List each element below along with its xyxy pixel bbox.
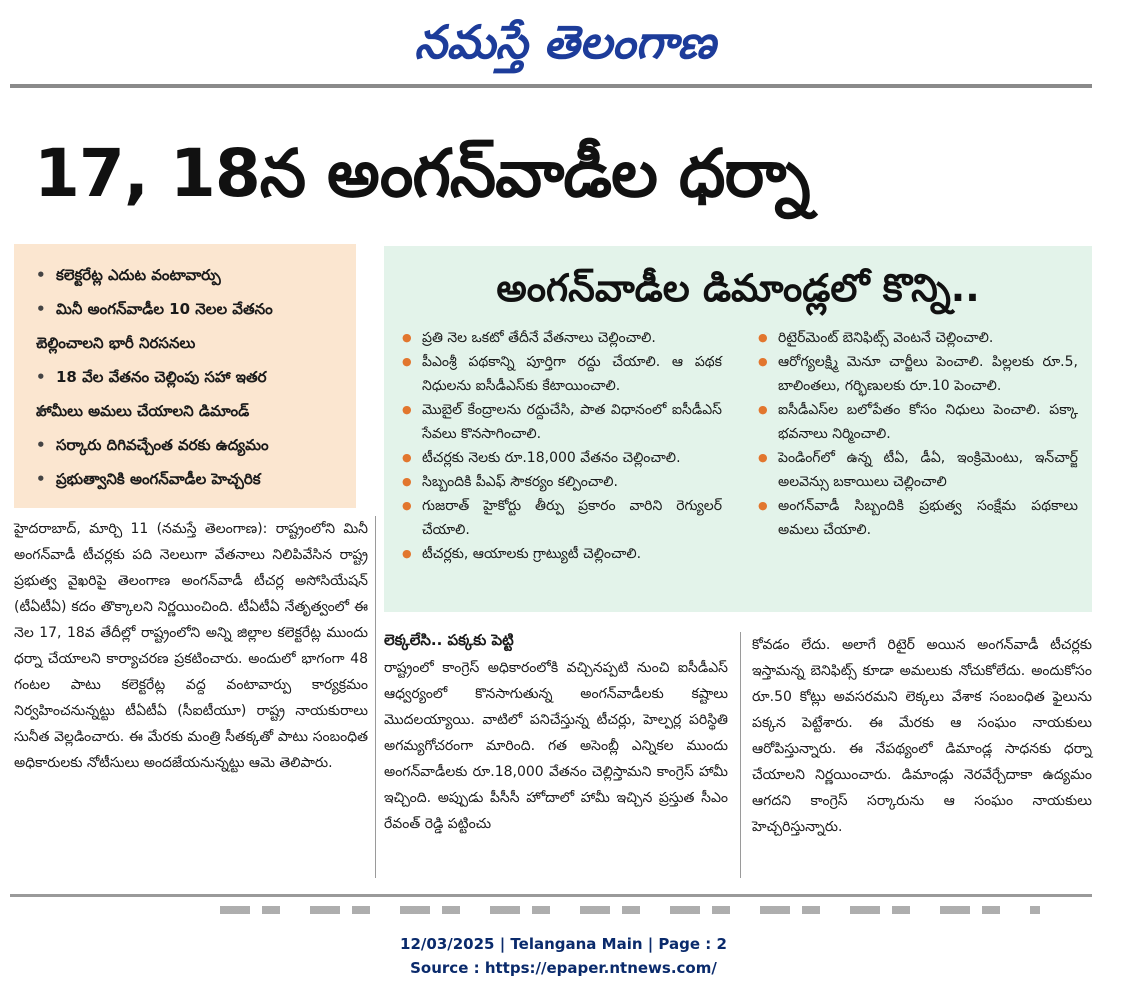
masthead-rule: [10, 84, 1092, 88]
demand-item: ● అంగన్‌వాడీ సిబ్బందికి ప్రభుత్వ సంక్షేమ పథకాలు అమలు చేయాలి.: [758, 494, 1078, 542]
demand-item: ● పెండింగ్‌లో ఉన్న టీఏ, డీఏ, ఇంక్రిమెంటు, ఇన్‌చార్జ్ అలవెన్సు బకాయిలు చెల్లించాలి: [758, 446, 1078, 494]
key-point: • హామీలు అమలు చేయాలని డిమాండ్: [36, 394, 346, 428]
demand-item: ● పీఎంశ్రీ పథకాన్ని పూర్తిగా రద్దు చేయాలి. ఆ పథక నిధులను ఐసీడీఎస్‌కు కేటాయించాలి.: [402, 350, 722, 398]
page-footer: [0, 932, 1127, 980]
key-point: • మినీ అంగన్‌వాడీల 10 నెలల వేతనం: [36, 292, 346, 326]
demand-item: ● టీచర్లకు నెలకు రూ.18,000 వేతనం చెల్లించాలి.: [402, 446, 722, 470]
demand-item: ● ప్రతి నెల ఒకటో తేదీనే వేతనాలు చెల్లించాలి.: [402, 326, 722, 350]
demand-item: ● గుజరాత్ హైకోర్టు తీర్పు ప్రకారం వారిని రెగ్యులర్ చేయాలి.: [402, 494, 722, 542]
key-points-box: [14, 244, 356, 508]
demand-item: ● రిటైర్‌మెంట్ బెనిఫిట్స్ వెంటనే చెల్లించాలి.: [758, 326, 1078, 350]
demands-left-column: [402, 326, 722, 566]
demands-box: [384, 246, 1092, 612]
key-point: • చెల్లించాలని భారీ నిరసనలు: [36, 326, 346, 360]
column-divider: [740, 632, 741, 878]
footer-source: Source : https://epaper.ntnews.com/: [410, 959, 717, 977]
key-point: • కలెక్టరేట్ల ఎదుట వంటావార్పు: [36, 258, 346, 292]
next-headline-fragment: [220, 906, 1040, 914]
article-column-2: రాష్ట్రంలో కాంగ్రెస్ అధికారంలోకి వచ్చినప్పటి నుంచి ఐసీడీఎస్ ఆధ్వర్యంలో కొనసాగుతున్న అంగన్‌వాడీలకు కష్టాలు మొదలయ్యాయి. వాటిలో పనిచేస్తున్న టీచర్లు, హెల్పర్ల పరిస్థితి అగమ్యగోచరంగా మారింది. గత అసెంబ్లీ ఎన్నికల ముందు అంగన్‌వాడీలకు రూ.18,000 వేతనం చెల్లిస్తామని కాంగ్రెస్ హామీ ఇచ్చింది. అప్పుడు పీసీసీ హోదాలో హామీ ఇచ్చిన ప్రస్తుత సీఎం రేవంత్ రెడ్డి పట్టించు: [384, 660, 728, 832]
footer-date-edition: 12/03/2025 | Telangana Main | Page : 2: [400, 935, 727, 953]
key-point: • సర్కారు దిగివచ్చేంత వరకు ఉద్యమం: [36, 428, 346, 462]
demand-item: ● ఐసీడీఎస్‌ల బలోపేతం కోసం నిధులు పెంచాలి. పక్కా భవనాలు నిర్మించాలి.: [758, 398, 1078, 446]
demands-title: అంగన్‌వాడీల డిమాండ్లలో కొన్ని..: [496, 266, 980, 310]
demand-item: ● ఆరోగ్యలక్ష్మి మెనూ చార్జీలు పెంచాలి. పిల్లలకు రూ.5, బాలింతలు, గర్భిణులకు రూ.10 పెంచాలి.: [758, 350, 1078, 398]
headline: 17, 18న అంగన్‌వాడీల ధర్నా: [34, 135, 810, 212]
key-point: • 18 వేల వేతనం చెల్లింపు సహా ఇతర: [36, 360, 346, 394]
demands-right-column: [758, 326, 1078, 542]
newspaper-masthead: నమస్తే తెలంగాణ: [414, 15, 716, 69]
article-column-1: హైదరాబాద్, మార్చి 11 (నమస్తే తెలంగాణ): రాష్ట్రంలోని మినీ అంగన్‌వాడీ టీచర్లకు పది నెలలుగా వేతనాలు నిలిపివేసిన రాష్ట్ర ప్రభుత్వ వైఖరిపై తెలంగాణ అంగన్‌వాడీ టీచర్ల అసోసియేషన్ (టీఏటీఏ) కదం తొక్కాలని నిర్ణయించింది. టీఏటీఏ నేతృత్వంలో ఈ నెల 17, 18వ తేదీల్లో రాష్ట్రంలోని అన్ని జిల్లాల కలెక్టరేట్ల ముందు ధర్నా చేయాలని కార్యాచరణ ప్రకటించారు. అందులో భాగంగా 48 గంటల పాటు కలెక్టరేట్ల వద్ద వంటావార్పు కార్యక్రమం నిర్వహించనున్నట్టు టీఏటీఏ (సీఐటీయూ) రాష్ట్ర నాయకురాలు సునీత వెల్లడించారు. ఈ మేరకు మంత్రి సీతక్కతో పాటు సంబంధిత అధికారులకు నోటీసులు అందజేయనున్నట్టు ఆమె తెలిపారు.: [14, 521, 368, 771]
column-divider: [375, 516, 376, 878]
demand-item: ● మొబైల్ కేంద్రాలను రద్దుచేసి, పాత విధానంలో ఐసీడీఎస్ సేవలు కొనసాగించాలి.: [402, 398, 722, 446]
article-subheading: లెక్కలేసి.. పక్కకు పెట్టి: [384, 631, 514, 649]
article-column-3: కోవడం లేదు. అలాగే రిటైర్ అయిన అంగన్‌వాడీ టీచర్లకు ఇస్తామన్న బెనిఫిట్స్ కూడా అమలుకు నోచుకోలేదు. అందుకోసం రూ.50 కోట్లు అవసరమని లెక్కలు వేశాక సంబంధిత ఫైలును పక్కన పెట్టేశారు. ఈ మేరకు ఆ సంఘం నాయకులు ఆరోపిస్తున్నారు. ఈ నేపథ్యంలో డిమాండ్ల సాధనకు ధర్నా చేయాలని నిర్ణయించారు. డిమాండ్లు నెరవేర్చేదాకా ఉద్యమం ఆగదని కాంగ్రెస్ సర్కారును ఆ సంఘం నాయకులు హెచ్చరిస్తున్నారు.: [752, 637, 1092, 835]
demand-item: ● టీచర్లకు, ఆయాలకు గ్రాట్యుటీ చెల్లించాలి.: [402, 542, 722, 566]
page-bottom-rule: [10, 894, 1092, 897]
demand-item: ● సిబ్బందికి పీఎఫ్ సౌకర్యం కల్పించాలి.: [402, 470, 722, 494]
key-point: • ప్రభుత్వానికి అంగన్‌వాడీల హెచ్చరిక: [36, 462, 346, 496]
